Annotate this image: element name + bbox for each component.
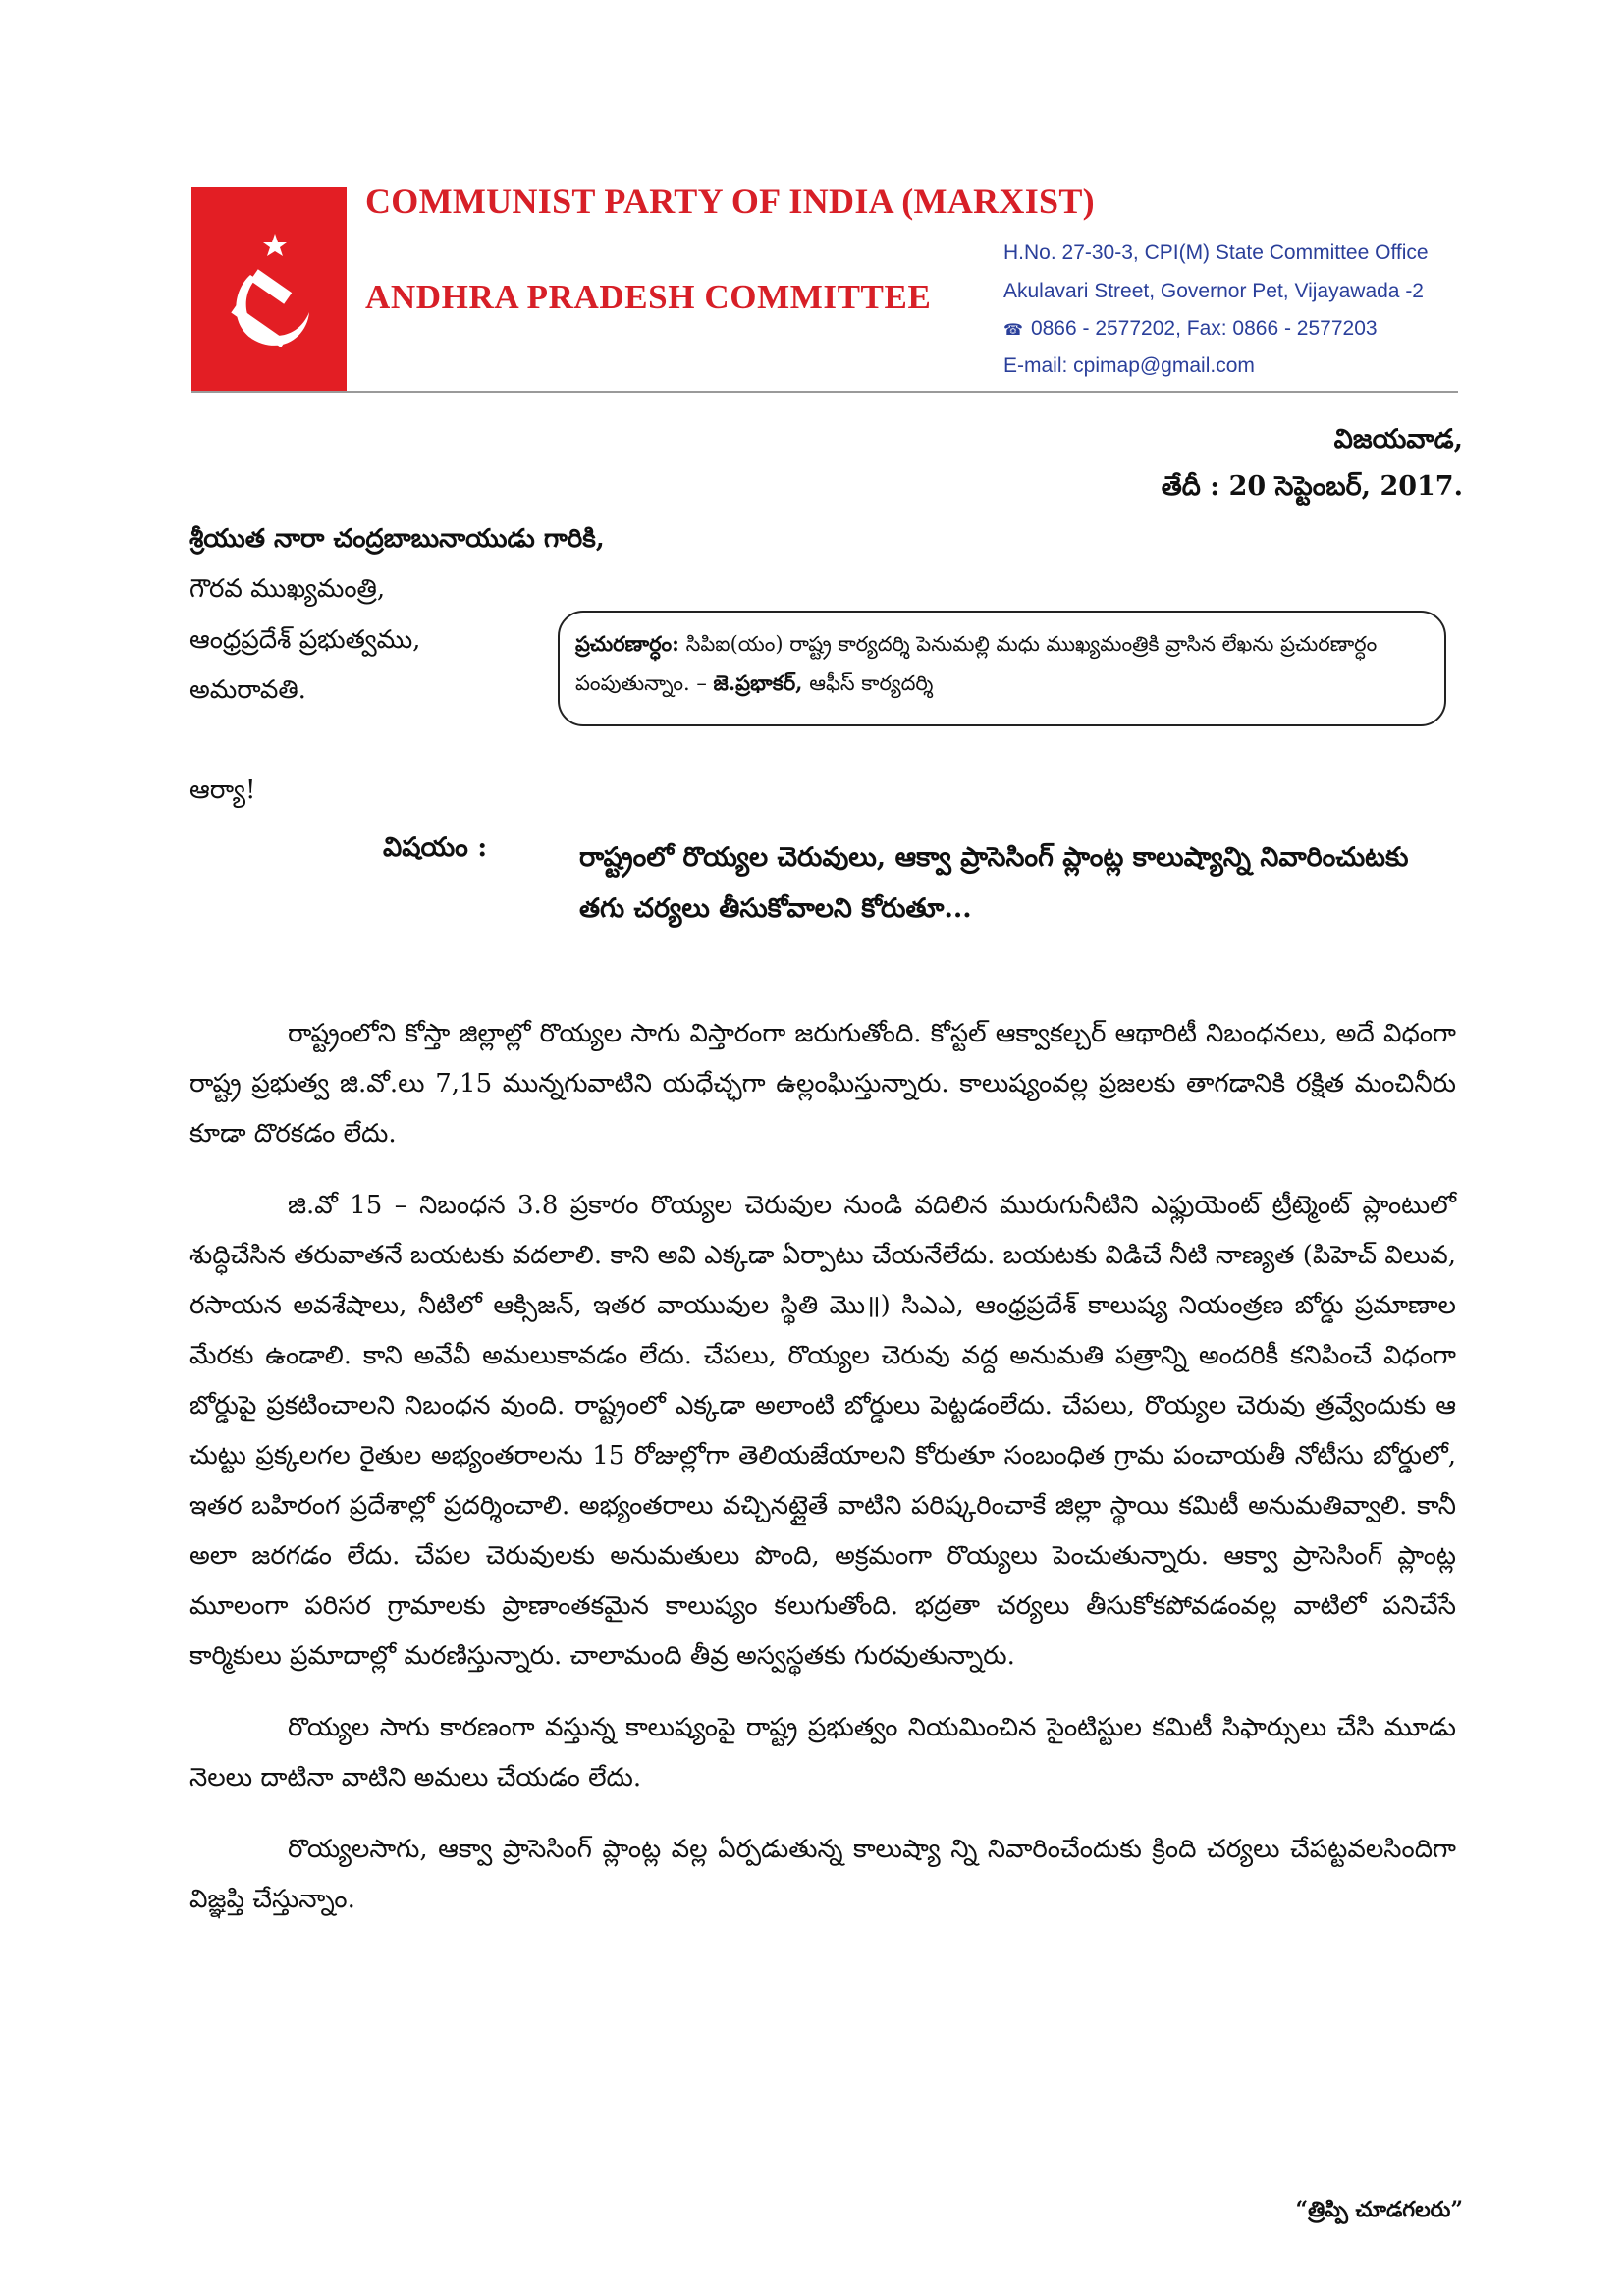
press-note-label: ప్రచురణార్ధం: <box>575 631 679 656</box>
phone-fax-line <box>1003 317 1378 341</box>
body-paragraph: రొయ్యల సాగు కారణంగా వస్తున్న కాలుష్యంపై రాష్ట్ర ప్రభుత్వం నియమించిన సైంటిస్టుల కమిటీ సిఫార్సులు చేసి మూడు నెలలు దాటినా వాటిని అమలు చేయడం లేదు. <box>189 1713 1456 1792</box>
subject-label: విషయం : <box>383 832 488 863</box>
letterhead-divider <box>191 391 1458 393</box>
hammer-sickle-icon <box>191 187 347 393</box>
subject-text: రాష్ట్రంలో రొయ్యల చెరువులు, ఆక్వా ప్రాసెసింగ్ ప్లాంట్ల కాలుష్యాన్ని నివారించుటకు తగు చర్యలు తీసుకోవాలని కోరుతూ... <box>579 842 1409 924</box>
addressee-government: ఆంధ్రప్రదేశ్ ప్రభుత్వము, <box>189 625 421 655</box>
phone-fax-text: 0866 - 2577202, Fax: 0866 - 2577203 <box>1030 317 1378 340</box>
letter-body <box>189 1009 1456 1947</box>
body-paragraph: జి.వో 15 – నిబంధన 3.8 ప్రకారం రొయ్యల చెరువుల నుండి వదిలిన మురుగునీటిని ఎఫ్లుయెంట్ ట్రీట్మెంట్ ప్లాంటులో శుద్ధిచేసిన తరువాతనే బయటకు వదలాలి. కాని అవి ఎక్కడా ఏర్పాటు చేయనేలేదు. బయటకు విడిచే నీటి నాణ్యత (పిహెచ్ విలువ, రసాయన అవశేషాలు, నీటిలో ఆక్సిజన్, ఇతర వాయువుల స్థితి మొ॥) సిఎఎ, ఆంధ్రప్రదేశ్ కాలుష్య నియంత్రణ బోర్డు ప్రమాణాల మేరకు ఉండాలి. కాని అవేవీ అమలుకావడం లేదు. చేపలు, రొయ్యల చెరువు వద్ద అనుమతి పత్రాన్ని అందరికీ కనిపించే విధంగా బోర్డుపై ప్రకటించాలని నిబంధన వుంది. రాష్ట్రంలో ఎక్కడా అలాంటి బోర్డులు పెట్టడంలేదు. చేపలు, రొయ్యల చెరువు త్రవ్వేందుకు ఆ చుట్టు ప్రక్కలగల రైతుల అభ్యంతరాలను 15 రోజుల్లోగా తెలియజేయాలని కోరుతూ సంబంధిత గ్రామ పంచాయతీ నోటీసు బోర్డులో, ఇతర బహిరంగ ప్రదేశాల్లో ప్రదర్శించాలి. అభ్యంతరాలు వచ్చినట్లైతే వాటిని పరిష్కరించాకే జిల్లా స్థాయి కమిటీ అనుమతివ్వాలి. కానీ అలా జరగడం లేదు. చేపల చెరువులకు అనుమతులు పొంది, అక్రమంగా రొయ్యలు పెంచుతున్నారు. ఆక్వా ప్రాసెసింగ్ ప్లాంట్ల మూలంగా పరిసర గ్రామాలకు ప్రాణాంతకమైన కాలుష్యం కలుగుతోంది. భద్రతా చర్యలు తీసుకోకపోవడంవల్ల వాటిలో పనిచేసే కార్మికులు ప్రమాదాల్లో మరణిస్తున్నారు. చాలామంది తీవ్ర అస్వస్థతకు గురవుతున్నారు. <box>189 1191 1456 1671</box>
party-logo <box>191 187 347 393</box>
addressee-name: శ్రీయుత నారా చంద్రబాబునాయుడు గారికి, <box>189 524 605 554</box>
party-name: COMMUNIST PARTY OF INDIA (MARXIST) <box>365 182 1095 221</box>
press-note-signatory: జె.ప్రభాకర్, <box>713 670 803 695</box>
email-line: E-mail: cpimap@gmail.com <box>1003 354 1255 377</box>
body-paragraph: రాష్ట్రంలోని కోస్తా జిల్లాల్లో రొయ్యల సాగు విస్తారంగా జరుగుతోంది. కోస్టల్ ఆక్వాకల్చర్ ఆథారిటీ నిబంధనలు, అదే విధంగా రాష్ట్ర ప్రభుత్వ జి.వో.లు 7,15 మున్నగువాటిని యధేచ్ఛగా ఉల్లంఘిస్తున్నారు. కాలుష్యంవల్ల ప్రజలకు తాగడానికి రక్షిత మంచినీరు కూడా దొరకడం లేదు. <box>189 1019 1456 1148</box>
committee-name: ANDHRA PRADESH COMMITTEE <box>365 278 932 316</box>
letter-date: తేదీ : 20 సెప్టెంబర్, 2017. <box>1161 471 1463 502</box>
press-note-text: సిపిఐ(యం) రాష్ట్ర కార్యదర్శి పెనుమల్లి మధు ముఖ్యమంత్రికి వ్రాసిన లేఖను ప్రచురణార్ధం పంపుతున్నాం. – <box>575 632 1378 695</box>
address-line-1: H.No. 27-30-3, CPI(M) State Committee Office <box>1003 241 1429 264</box>
letter-place: విజయవాడ, <box>1333 424 1463 454</box>
body-paragraph: రొయ్యలసాగు, ఆక్వా ప్రాసెసింగ్ ప్లాంట్ల వల్ల ఏర్పడుతున్న కాలుష్యా న్ని నివారించేందుకు క్రింది చర్యలు చేపట్టవలసిందిగా విజ్ఞప్తి చేస్తున్నాం. <box>189 1835 1456 1914</box>
salutation: ఆర్యా! <box>189 775 256 805</box>
address-line-2: Akulavari Street, Governor Pet, Vijayawada -2 <box>1003 280 1424 302</box>
addressee-city: అమరావతి. <box>189 675 306 705</box>
press-note-signatory-role: ఆఫీస్ కార్యదర్శి <box>809 671 934 695</box>
press-note-box <box>558 611 1446 726</box>
phone-icon: ☎ <box>1003 322 1023 339</box>
turn-over-note: “త్రిప్పి చూడగలరు” <box>1295 2197 1463 2222</box>
addressee-title: గౌరవ ముఖ్యమంత్రి, <box>189 574 386 604</box>
